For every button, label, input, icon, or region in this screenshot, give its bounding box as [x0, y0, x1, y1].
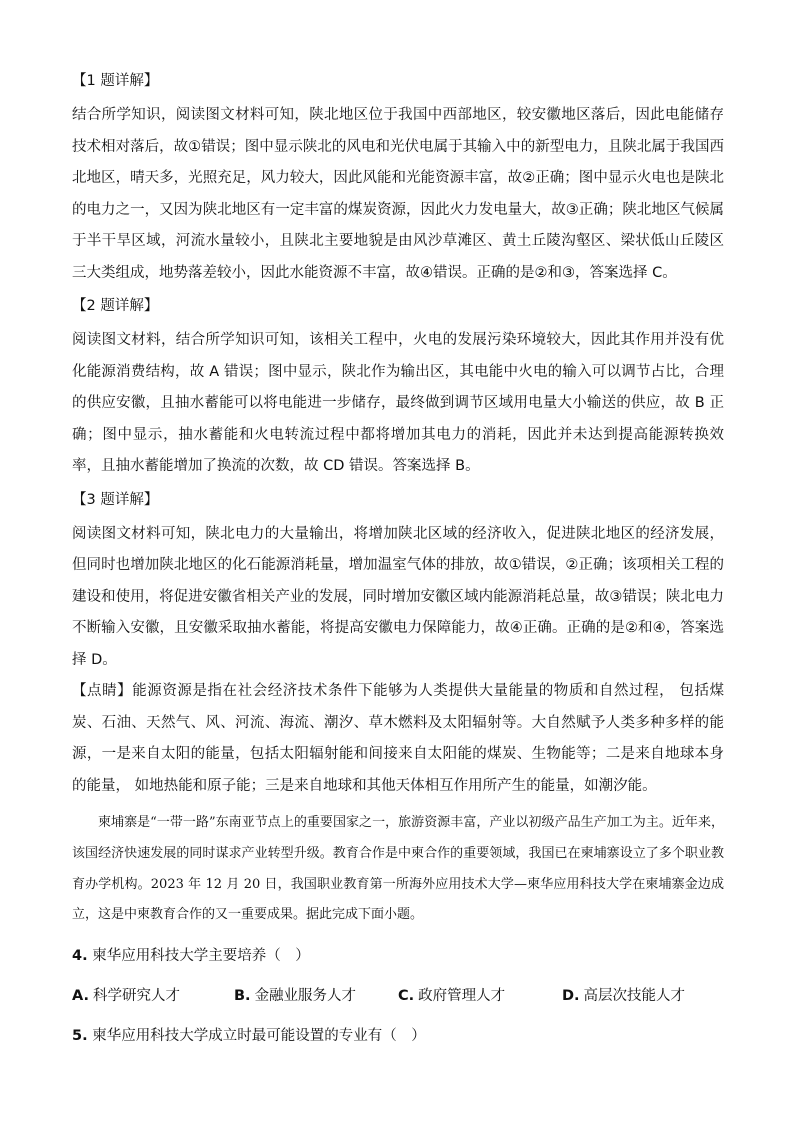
option-c-text: 政府管理人才 — [418, 988, 506, 1005]
question-5 — [72, 1025, 724, 1047]
question-4 — [72, 945, 724, 967]
option-b-key: B. — [234, 988, 251, 1005]
option-a-text: 科学研究人才 — [93, 988, 180, 1005]
option-b — [234, 985, 398, 1007]
section-1-heading: 【1 题详解】 — [72, 73, 159, 89]
section-2-explanation: 阅读图文材料，结合所学知识可知，该相关工程中，火电的发展污染环境较大，因此其作用并没有优化能源消费结构，故 A 错误；图中显示，陕北作为输出区，其电能中火电的输入可以调节占比，合理的供应安徽，且抽水蓄能可以将电能进一步储存，最终做到调节区域用电量大小输送的供应，故 B 正确；图中显示，抽水蓄能和火电转流过程中都将增加其电力的消耗，因此并未达到提高能源转换效率，且抽水蓄能增加了换流的次数，故 CD 错误。答案选择 B。 — [72, 332, 724, 474]
question-5-stem: 柬华应用科技大学成立时最可能设置的专业有（ ） — [87, 1028, 426, 1045]
option-d-key: D. — [562, 988, 580, 1005]
option-d — [562, 985, 722, 1007]
option-b-text: 金融业服务人才 — [254, 988, 357, 1005]
section-1-explanation: 结合所学知识，阅读图文材料可知，陕北地区位于我国中西部地区，较安徽地区落后，因此电能储存技术相对落后，故①错误；图中显示陕北的风电和光伏电属于其输入中的新型电力，且陕北属于我国西北地区，晴天多，光照充足，风力较大，因此风能和光能资源丰富，故②正确；图中显示火电也是陕北的电力之一，又因为陕北地区有一定丰富的煤炭资源，因此火力发电量大，故③正确；陕北地区气候属于半干旱区域，河流水量较小，且陕北主要地貌是由风沙草滩区、黄土丘陵沟壑区、梁状低山丘陵区三大类组成，地势落差较小，因此水能资源不丰富，故④错误。正确的是②和③，答案选择 C。 — [72, 107, 724, 281]
question-4-stem: 柬华应用科技大学主要培养（ ） — [87, 948, 310, 965]
section-3-explanation: 阅读图文材料可知，陕北电力的大量输出，将增加陕北区域的经济收入，促进陕北地区的经济发展，但同时也增加陕北地区的化石能源消耗量，增加温室气体的排放，故①错误，②正确；该项相关工程的建设和使用，将促进安徽省相关产业的发展，同时增加安徽区域内能源消耗总量，故③错误；陕北电力不断输入安徽，且安徽采取抽水蓄能，将提高安徽电力保障能力，故④正确。正确的是②和④，答案选择 D。 — [72, 525, 724, 668]
reading-material: 柬埔寨是“一带一路”东南亚节点上的重要国家之一，旅游资源丰富，产业以初级产品生产加工为主。近年来，该国经济快速发展的同时谋求产业转型升级。教育合作是中柬合作的重要领域，我国已在柬埔寨设立了多个职业教育办学机构。2023 年 12 月 20 日，我国职业教育第一所海外应用技术大学—柬华应用科技大学在柬埔寨金边成立，这是中柬教育合作的又一重要成果。据此完成下面小题。 — [72, 815, 724, 923]
question-5-number: 5. — [72, 1028, 88, 1045]
question-4-options — [72, 985, 724, 1007]
option-d-text: 高层次技能人才 — [583, 988, 686, 1005]
option-a — [72, 985, 234, 1007]
section-3-heading: 【3 题详解】 — [72, 491, 159, 508]
section-2-heading: 【2 题详解】 — [72, 298, 159, 314]
key-point-note: 【点睛】能源资源是指在社会经济技术条件下能够为人类提供大量能量的物质和自然过程， 包括煤炭、石油、天然气、风、河流、海流、潮汐、草木燃料及太阳辐射等。大自然赋予人类多种多样的能源，一是来自太阳的能量，包括太阳辐射能和间接来自太阳能的煤炭、生物能等；二是来自地球本身的能量， 如地热能和原子能；三是来自地球和其他天体相互作用所产生的能量，如潮汐能。 — [72, 683, 724, 794]
option-c-key: C. — [398, 988, 415, 1005]
question-4-number: 4. — [72, 948, 88, 965]
document-page — [72, 70, 724, 1047]
option-a-key: A. — [72, 988, 89, 1005]
option-c — [398, 985, 562, 1007]
